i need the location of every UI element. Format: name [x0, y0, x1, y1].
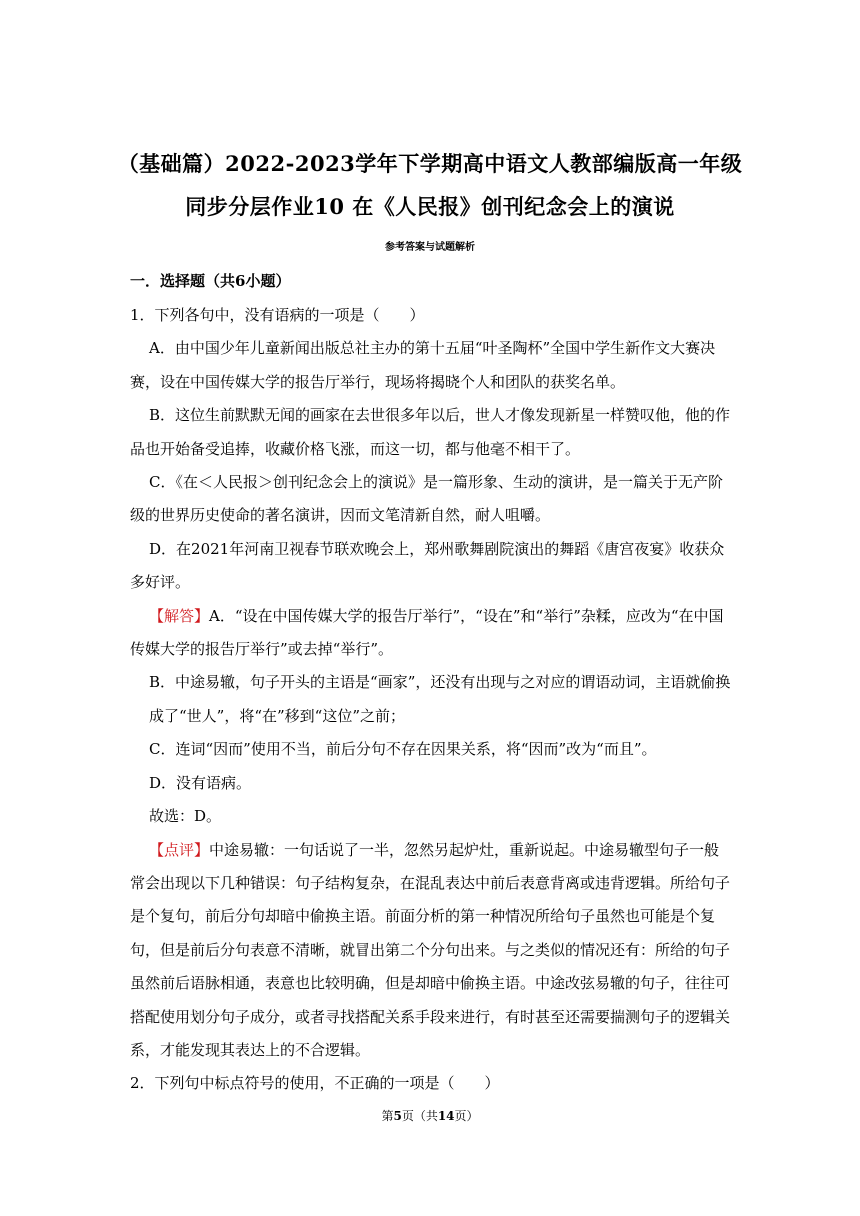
question-1-stem: 1．下列各句中，没有语病的一项是（ ） [130, 306, 425, 324]
footer-middle: 页（共 [401, 1109, 438, 1123]
question-1-choice: 故选：D。 [149, 807, 222, 826]
question-1-option-c: C．《在＜人民报＞创刊纪念会上的演说》是一篇形象、生动的演讲，是一篇关于无产阶级的世界历史使命的著名演讲，因而文笔清新自然，耐人咀嚼。 [130, 473, 723, 525]
footer-total-pages: 14 [437, 1109, 455, 1123]
question-1-option-d: D．在2021年河南卫视春节联欢晚会上，郑州歌舞剧院演出的舞蹈《唐宫夜宴》收获众多好评。 [130, 539, 725, 592]
answer-tag: 【解答】 [149, 606, 210, 625]
answer-a-text: A．“设在中国传媒大学的报告厅举行”，“设在”和“举行”杂糅，应改为“在中国传媒大学的报告厅举行”或去掉“举行”。 [130, 606, 724, 659]
document-subtitle: 参考答案与试题解析 [385, 242, 475, 253]
question-1-answer-c: C．连词“因而”使用不当，前后分句不存在因果关系，将“因而”改为“而且”。 [149, 740, 657, 759]
document-title-line1: （基础篇）2022-2023学年下学期高中语文人教部编版高一年级 [117, 151, 743, 176]
document-body [130, 299, 732, 1101]
document-title-line2: 同步分层作业10 在《人民报》创刊纪念会上的演说 [185, 194, 675, 219]
page-footer [0, 1107, 860, 1124]
question-2-stem: 2．下列句中标点符号的使用，不正确的一项是（ ） [130, 1074, 500, 1093]
comment-text: 中途易辙：一句话说了一半，忽然另起炉灶，重新说起。中途易辙型句子一般常会出现以下几种错误：句子结构复杂，在混乱表达中前后表意背离或违背逻辑。所给句子是个复句，前后分句却暗中偷换主语。前面分析的第一种情况所给句子虽然也可能是个复句，但是前后分句表意不清晰，就冒出第二个分句出来。与之类似的情况还有：所给的句子虽然前后语脉相通，表意也比较明确，但是却暗中偷换主语。中途改弦易辙的句子，往往可搭配使用划分句子成分，或者寻找搭配关系手段来进行，有时甚至还需要揣测句子的逻辑关系，才能发现其表达上的不合逻辑。 [130, 840, 731, 1059]
question-1-answer-a [130, 600, 732, 667]
question-1-answer-b: B．中途易辙，句子开头的主语是“画家”，还没有出现与之对应的谓语动词，主语就偷换成了“世人”，将“在”移到“这位”之前； [149, 673, 731, 725]
footer-prefix: 第 [381, 1109, 394, 1123]
section-heading: 一．选择题（共6小题） [130, 272, 291, 290]
question-1-comment [130, 834, 732, 1068]
footer-suffix: 页） [454, 1109, 479, 1123]
question-1-answer-d: D．没有语病。 [149, 773, 252, 792]
question-1-option-b: B．这位生前默默无闻的画家在去世很多年以后，世人才像发现新星一样赞叹他，他的作品也开始备受追捧，收藏价格飞涨，而这一切，都与他毫不相干了。 [130, 406, 731, 458]
footer-page-number: 5 [393, 1109, 402, 1123]
question-1-option-a: A．由中国少年儿童新闻出版总社主办的第十五届“叶圣陶杯”全国中学生新作文大赛决赛，设在中国传媒大学的报告厅举行，现场将揭晓个人和团队的获奖名单。 [130, 339, 716, 391]
comment-tag: 【点评】 [149, 840, 210, 859]
